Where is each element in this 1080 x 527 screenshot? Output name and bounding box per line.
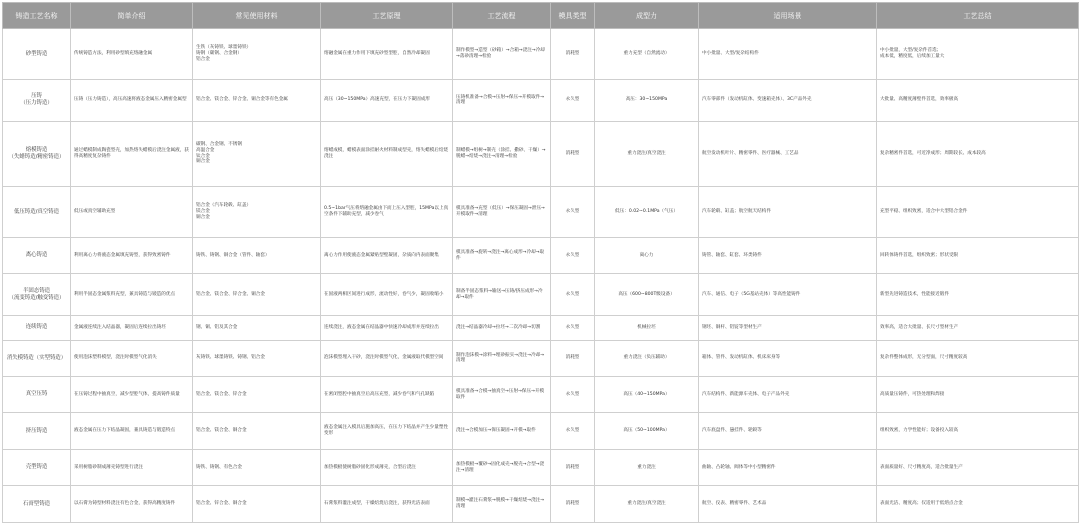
introduction-cell: 利用离心力将液态金属填充铸型，获得致密铸件 <box>71 237 193 273</box>
process-name-cell: 离心铸造 <box>3 237 71 273</box>
applications-cell: 航空发动机叶片、精密零件、医疗器械、工艺品 <box>699 121 877 186</box>
table-header-row <box>3 3 1079 29</box>
applications-cell: 汽车结构件、新能源车壳体、电子产品外壳 <box>699 377 877 413</box>
principle-cell: 在密闭型腔中抽真空后高压充型，减少卷气和气孔缺陷 <box>321 377 453 413</box>
flow-cell: 制作模型→造型（砂箱）→合箱→浇注→冷却→落砂清理→检验 <box>453 29 551 80</box>
introduction-cell: 采用树脂砂制成薄壳铸型进行浇注 <box>71 449 193 485</box>
principle-cell: 泡沫模型埋入干砂，浇注时模型气化，金属液取代模型空间 <box>321 340 453 376</box>
materials-cell: 铸铁、铸钢、有色合金 <box>193 449 321 485</box>
column-header: 简单介绍 <box>71 3 193 29</box>
forming-force-cell: 机械拉坯 <box>595 315 699 340</box>
table-row <box>3 274 1079 316</box>
summary-cell: 效率高，适合大批量、长尺寸型材生产 <box>877 315 1079 340</box>
flow-cell: 模具准备→旋转→浇注→离心成形→冷却→取件 <box>453 237 551 273</box>
introduction-cell: 使用泡沫塑料模型，浇注时模型气化消失 <box>71 340 193 376</box>
table-row <box>3 377 1079 413</box>
column-header: 工艺流程 <box>453 3 551 29</box>
flow-cell: 压铸机准备→合模→压射→保压→开模取件→清理 <box>453 79 551 121</box>
principle-cell: 石膏浆料灌注成型，干燥焙烧后浇注，获得光洁表面 <box>321 486 453 523</box>
applications-cell: 曲轴、凸轮轴、阀体等中小型精密件 <box>699 449 877 485</box>
mold-type-cell: 消耗型 <box>551 121 595 186</box>
principle-cell: 连续浇注，液态金属在结晶器中快速冷却成形并连续拉出 <box>321 315 453 340</box>
mold-type-cell: 永久型 <box>551 79 595 121</box>
table-row <box>3 413 1079 449</box>
column-header: 工艺原理 <box>321 3 453 29</box>
flow-cell: 制作泡沫模→涂料→埋砂振实→浇注→冷却→清理 <box>453 340 551 376</box>
forming-force-cell: 高压（40~150MPa） <box>595 377 699 413</box>
process-name-cell: 消失模铸造（实型铸造） <box>3 340 71 376</box>
materials-cell: 灰铸铁、球墨铸铁、铸钢、铝合金 <box>193 340 321 376</box>
principle-cell: 高压（30~150MPa）高速充型，在压力下凝固成形 <box>321 79 453 121</box>
table-row <box>3 186 1079 237</box>
forming-force-cell: 重力浇注/真空浇注 <box>595 486 699 523</box>
summary-cell: 高质量压铸件，可热处理和焊接 <box>877 377 1079 413</box>
table-row <box>3 29 1079 80</box>
materials-cell: 生铁（灰铸铁、球墨铸铁） 铸钢（碳钢、合金钢） 铝合金 <box>193 29 321 80</box>
materials-cell: 铸铁、铸钢、铜合金（管件、轴套） <box>193 237 321 273</box>
table-row <box>3 315 1079 340</box>
casting-process-table-container <box>2 2 1078 523</box>
mold-type-cell: 消耗型 <box>551 29 595 80</box>
materials-cell: 碳钢、合金钢、不锈钢 高温合金 钛合金 铜合金 <box>193 121 321 186</box>
flow-cell: 制蜡模→组树→制壳（涂挂、撒砂、干燥）→脱蜡→焙烧→浇注→清理→检验 <box>453 121 551 186</box>
forming-force-cell: 重力浇注 <box>595 449 699 485</box>
summary-cell: 复杂件整体成形，无分型面，尺寸精度较高 <box>877 340 1079 376</box>
materials-cell: 铝合金、镁合金、铜合金 <box>193 413 321 449</box>
forming-force-cell: 重力浇注/真空浇注 <box>595 121 699 186</box>
process-name-cell: 半固态铸造 （流变铸造/触变铸造） <box>3 274 71 316</box>
forming-force-cell: 离心力 <box>595 237 699 273</box>
introduction-cell: 在压铸过程中抽真空，减少型腔气体，提高铸件质量 <box>71 377 193 413</box>
summary-cell: 复杂精密件首选，可近净成形；周期较长、成本较高 <box>877 121 1079 186</box>
summary-cell: 大批量、高精度薄壁件首选，效率极高 <box>877 79 1079 121</box>
flow-cell: 加热模板→覆砂→固化成壳→脱壳→合型→浇注→清理 <box>453 449 551 485</box>
mold-type-cell: 消耗型 <box>551 486 595 523</box>
column-header: 成型力 <box>595 3 699 29</box>
materials-cell: 钢、铜、铝及其合金 <box>193 315 321 340</box>
introduction-cell: 低压或真空辅助充型 <box>71 186 193 237</box>
table-row <box>3 340 1079 376</box>
column-header: 适用场景 <box>699 3 877 29</box>
principle-cell: 加热模板使树脂砂固化形成薄壳，合型后浇注 <box>321 449 453 485</box>
introduction-cell: 压铸（压力铸造），高压高速将液态金属压入精密金属型 <box>71 79 193 121</box>
mold-type-cell: 消耗型 <box>551 449 595 485</box>
forming-force-cell: 重力浇注（负压辅助） <box>595 340 699 376</box>
introduction-cell: 液态金属在压力下结晶凝固，兼具铸造与锻造特点 <box>71 413 193 449</box>
principle-cell: 0.5~1bar气压将熔融金属由下而上压入型腔，15MPa以上真空条件下辅助充型，减少卷气 <box>321 186 453 237</box>
applications-cell: 汽车轮毂、缸盖；航空航天结构件 <box>699 186 877 237</box>
process-name-cell: 砂型铸造 <box>3 29 71 80</box>
mold-type-cell: 消耗型 <box>551 340 595 376</box>
forming-force-cell: 重力充型（自然流动） <box>595 29 699 80</box>
introduction-cell: 以石膏为铸型材料浇注有色合金，获得高精度铸件 <box>71 486 193 523</box>
mold-type-cell: 永久型 <box>551 274 595 316</box>
process-name-cell: 挤压铸造 <box>3 413 71 449</box>
materials-cell: 铝合金（汽车轮毂、缸盖） 镁合金 铜合金 <box>193 186 321 237</box>
applications-cell: 钢坯、铜杆、铝锭等型材生产 <box>699 315 877 340</box>
process-name-cell: 连续铸造 <box>3 315 71 340</box>
introduction-cell: 金属液连续注入结晶器，凝固后连续拉出铸坯 <box>71 315 193 340</box>
summary-cell: 充型平稳、组织致密，适合中大型铝合金件 <box>877 186 1079 237</box>
flow-cell: 制备半固态浆料→输送→压铸/挤压成形→冷却→取件 <box>453 274 551 316</box>
summary-cell: 新型先进铸造技术，性能接近锻件 <box>877 274 1079 316</box>
mold-type-cell: 永久型 <box>551 413 595 449</box>
mold-type-cell: 永久型 <box>551 315 595 340</box>
flow-cell: 模具准备→充型（低压）→保压凝固→泄压→开模取件→清理 <box>453 186 551 237</box>
applications-cell: 铸管、轴套、缸套、环类铸件 <box>699 237 877 273</box>
applications-cell: 航空、仪表、精密零件、艺术品 <box>699 486 877 523</box>
applications-cell: 汽车底盘件、悬挂件、轮毂等 <box>699 413 877 449</box>
table-row <box>3 121 1079 186</box>
forming-force-cell: 高压：30~150MPa <box>595 79 699 121</box>
summary-cell: 表面光洁、精度高；仅适用于低熔点合金 <box>877 486 1079 523</box>
materials-cell: 铝合金、锌合金、铜合金 <box>193 486 321 523</box>
summary-cell: 中小批量，大型/复杂件首选； 成本低，精度低，后续加工量大 <box>877 29 1079 80</box>
process-name-cell: 低压铸造/真空铸造 <box>3 186 71 237</box>
table-row <box>3 486 1079 523</box>
summary-cell: 组织致密，力学性能好；设备投入较高 <box>877 413 1079 449</box>
flow-cell: 浇注→结晶器冷却→拉坯→二次冷却→切割 <box>453 315 551 340</box>
casting-process-table <box>2 2 1079 523</box>
applications-cell: 汽车零部件（发动机缸体、变速箱壳体）、3C产品外壳 <box>699 79 877 121</box>
principle-cell: 熔融金属在重力作用下填充砂型型腔，自然冷却凝固 <box>321 29 453 80</box>
process-name-cell: 压铸 （压力铸造） <box>3 79 71 121</box>
mold-type-cell: 永久型 <box>551 237 595 273</box>
process-name-cell: 熔模铸造 （失蜡铸造/精密铸造） <box>3 121 71 186</box>
summary-cell: 回转体铸件首选，组织致密；形状受限 <box>877 237 1079 273</box>
forming-force-cell: 低压：0.02~0.1MPa（气压） <box>595 186 699 237</box>
summary-cell: 表面质量好、尺寸精度高，适合批量生产 <box>877 449 1079 485</box>
forming-force-cell: 高压（50~100MPa） <box>595 413 699 449</box>
column-header: 铸造工艺名称 <box>3 3 71 29</box>
column-header: 常见使用材料 <box>193 3 321 29</box>
table-row <box>3 79 1079 121</box>
principle-cell: 在固液两相区间进行成形，流动性好，卷气少，凝固收缩小 <box>321 274 453 316</box>
flow-cell: 制模→灌注石膏浆→脱模→干燥焙烧→浇注→清理 <box>453 486 551 523</box>
principle-cell: 液态金属注入模具后施加高压，在压力下结晶并产生少量塑性变形 <box>321 413 453 449</box>
process-name-cell: 石膏型铸造 <box>3 486 71 523</box>
materials-cell: 铝合金、镁合金、锌合金、铜合金 <box>193 274 321 316</box>
mold-type-cell: 永久型 <box>551 377 595 413</box>
flow-cell: 模具准备→合模→抽真空→压射→保压→开模取件 <box>453 377 551 413</box>
process-name-cell: 真空压铸 <box>3 377 71 413</box>
introduction-cell: 通过蜡模制成陶瓷型壳，加热熔失蜡模后浇注金属液，获得高精度复杂铸件 <box>71 121 193 186</box>
forming-force-cell: 高压（600~800T级设备） <box>595 274 699 316</box>
principle-cell: 熔蜡成模，蜡模表面涂挂耐火材料制成型壳，熔失蜡模后焙烧浇注 <box>321 121 453 186</box>
introduction-cell: 传统铸造方法，利用砂型填充熔融金属 <box>71 29 193 80</box>
column-header: 工艺总结 <box>877 3 1079 29</box>
materials-cell: 铝合金、镁合金、锌合金 <box>193 377 321 413</box>
introduction-cell: 利用半固态金属浆料充型，兼具铸造与锻造的优点 <box>71 274 193 316</box>
flow-cell: 浇注→合模加压→保压凝固→开模→取件 <box>453 413 551 449</box>
table-row <box>3 449 1079 485</box>
applications-cell: 汽车、通信、电子（5G基站壳体）等高性能铸件 <box>699 274 877 316</box>
principle-cell: 离心力作用使液态金属紧贴型壁凝固，杂质向内表面聚集 <box>321 237 453 273</box>
materials-cell: 铝合金、镁合金、锌合金、铜合金等有色金属 <box>193 79 321 121</box>
applications-cell: 中小批量、大型/复杂结构件 <box>699 29 877 80</box>
table-row <box>3 237 1079 273</box>
column-header: 模具类型 <box>551 3 595 29</box>
applications-cell: 箱体、管件、发动机缸体、机床床身等 <box>699 340 877 376</box>
mold-type-cell: 永久型 <box>551 186 595 237</box>
process-name-cell: 壳型铸造 <box>3 449 71 485</box>
